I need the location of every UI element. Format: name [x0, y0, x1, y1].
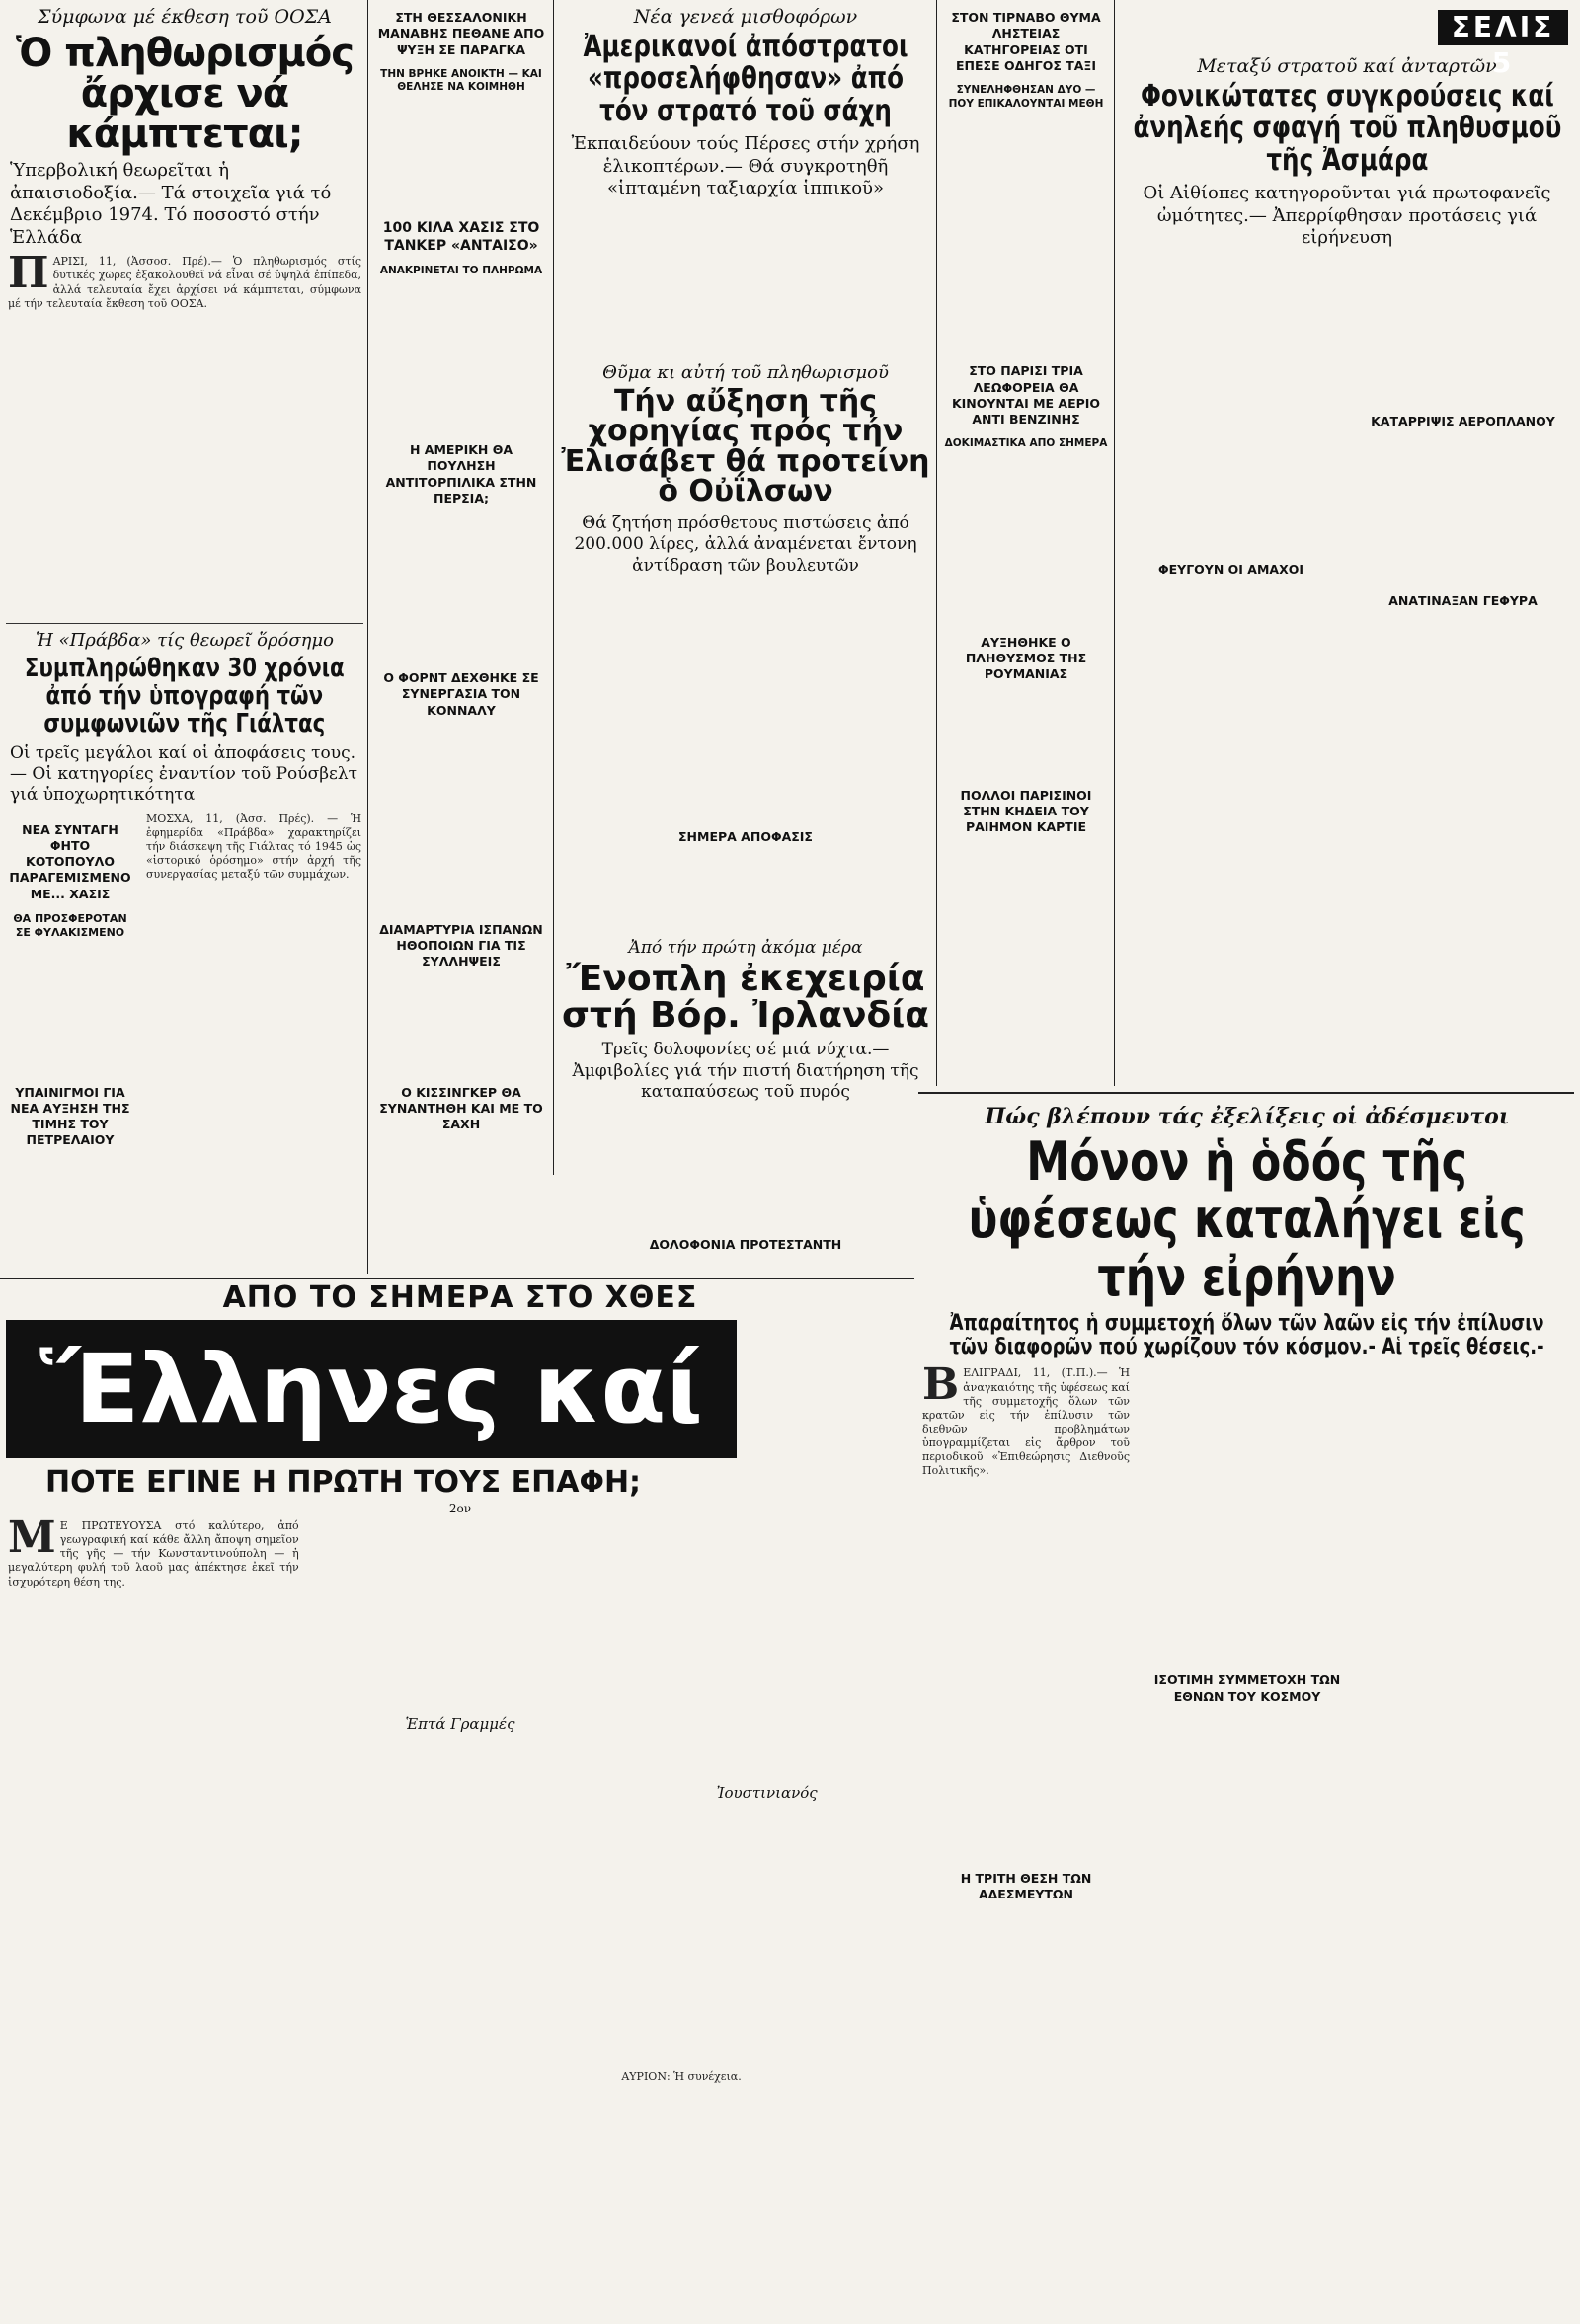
asmara-body-4 — [1354, 435, 1572, 583]
cartier-headline: ΠΟΛΛΟΙ ΠΑΡΙΣΙΝΟΙ ΣΤΗΝ ΚΗΔΕΙΑ ΤΟΥ ΡΑΙΗΜΟΝ ΚΑΡΤΙΕ — [960, 787, 1092, 835]
ireland-kicker: Ἀπό τήν πρώτη ἀκόμα μέρα — [628, 938, 863, 959]
hashish-chicken-subhead: ΘΑ ΠΡΟΣΦΕΡΟΤΑΝ ΣΕ ΦΥΛΑΚΙΣΜΕΝΟ — [13, 911, 127, 940]
oil-price-headline: ΥΠΑΙΝΙΓΜΟΙ ΓΙΑ ΝΕΑ ΑΥΞΗΣΗ ΤΗΣ ΤΙΜΗΣ ΤΟΥ ΠΕΤΡΕΛΑΙΟΥ — [10, 1084, 130, 1148]
greeks-turks-band: ΑΠΟ ΤΟ ΣΗΜΕΡΑ ΣΤΟ ΧΘΕΣ — [222, 1280, 698, 1315]
asmara-headline: Φονικώτατες συγκρούσεις καί ἀνηλεής σφαγή τοῦ πληθυσμοῦ τῆς Ἀσμάρα — [1133, 79, 1561, 178]
column-oecd — [6, 0, 363, 1370]
tirnavos-headline: ΣΤΟΝ ΤΙΡΝΑΒΟ ΘΥΜΑ ΛΗΣΤΕΙΑΣ ΚΑΤΗΓΟΡΕΙΑΣ ΟΤΙ ΕΠΕΣΕ ΟΔΗΓΟΣ ΤΑΞΙ — [951, 10, 1101, 73]
kissinger-body — [375, 1138, 547, 1247]
queen-kicker: Θῦμα κι αὐτή τοῦ πληθωρισμοῦ — [602, 361, 889, 383]
persia-torpedoes-body — [375, 512, 547, 660]
greeks-turks-body-4 — [621, 1519, 912, 1776]
column-rule — [553, 0, 554, 1175]
greeks-turks-body — [8, 1597, 299, 2150]
greeks-turks-body-3 — [315, 1737, 606, 2112]
yalta-headline: Συμπληρώθηκαν 30 χρόνια ἀπό τήν ὑπογραφή τῶν συμφωνιῶν τῆς Γιάλτας — [25, 653, 345, 738]
nonaligned-lead: ΒΕΛΙΓΡΑΔΙ, 11, (Τ.Π.).— Ἡ ἀναγκαιότης τῆς ὑφέσεως καί τῆς συμμετοχῆς ὅλων τῶν κρατῶν εἰς τήν ἐπίλυσιν τῶν διεθνῶν προβλημάτων ὑπογραμμίζεται εἰς ἄρθρον τοῦ περιοδικοῦ «Ἐπιθεώρησις Διεθνοῦς Πολιτικῆς». — [922, 1359, 1130, 1477]
kissinger-headline: Ο ΚΙΣΣΙΝΓΚΕΡ ΘΑ ΣΥΝΑΝΤΗΘΗ ΚΑΙ ΜΕ ΤΟ ΣΑΧΗ — [379, 1084, 543, 1132]
section-rule — [918, 1092, 1574, 1094]
column-mercenaries — [559, 0, 932, 1306]
spanish-actors-body — [375, 976, 547, 1075]
asmara-subhead-plane: ΚΑΤΑΡΡΙΨΙΣ ΑΕΡΟΠΛΑΝΟΥ — [1371, 413, 1555, 428]
thessaloniki-subhead: ΤΗΝ ΒΡΗΚΕ ΑΝΟΙΚΤΗ — ΚΑΙ ΘΕΛΗΣΕ ΝΑ ΚΟΙΜΗΘΗ — [380, 67, 542, 94]
asmara-body-2 — [1122, 583, 1340, 781]
queen-body — [561, 582, 930, 819]
mercenaries-headline: Ἀμερικανοί ἀπόστρατοι «προσελήφθησαν» ἀπό τόν στρατό τοῦ σάχη — [583, 30, 908, 128]
queen-subhead: ΣΗΜΕΡΑ ΑΠΟΦΑΣΙΣ — [678, 828, 813, 844]
oecd-deck: Ὑπερβολική θεωρεῖται ἡ ἀπαισιοδοξία.— Τά στοιχεῖα γιά τό Δεκέμβριο 1974. Τό ποσοστό στήν Ἑλλάδα — [10, 160, 332, 248]
greeks-turks-subhead-1: Ἑπτά Γραμμές — [405, 1715, 515, 1734]
feature-greeks-turks — [6, 1280, 914, 2158]
column-rule — [936, 0, 937, 1086]
section-rule — [0, 1278, 914, 1279]
asmara-kicker: Μεταξύ στρατοῦ καί ἀνταρτῶν — [1197, 55, 1497, 77]
paris-buses-subhead: ΔΟΚΙΜΑΣΤΙΚΑ ΑΠΟ ΣΗΜΕΡΑ — [944, 437, 1108, 450]
queen-deck: Θά ζητήση πρόσθετους πιστώσεις ἀπό 200.000 λίρες, ἀλλά ἀναμένεται ἔντονη ἀντίδραση τῶν βουλευτῶν — [574, 513, 917, 576]
greeks-turks-lead: ΜΕ ΠΡΩΤΕΥΟΥΣΑ στό καλύτερο, ἀπό γεωγραφική καί κάθε ἄλλη ἄποψη σημεῖον τῆς γῆς — τήν Κωνσταντινούπολη — ἡ μεγαλύτερη φυλή τοῦ λαοῦ μας ἀπέκτησε ἐκεῖ τήν ἰσχυρότερη θέση της. — [8, 1512, 299, 1588]
tirnavos-body — [944, 116, 1108, 353]
nonaligned-body-4 — [1144, 1711, 1351, 2007]
nonaligned-deck: Ἀπαραίτητος ἡ συμμετοχή ὅλων τῶν λαῶν εἰς τήν ἐπίλυσιν τῶν διαφορῶν πού χωρίζουν τόν κόσμον.- Αἱ τρεῖς θέσεις.- — [949, 1310, 1545, 1359]
ireland-subhead: ΔΟΛΟΦΟΝΙΑ ΠΡΟΤΕΣΤΑΝΤΗ — [649, 1237, 842, 1253]
asmara-body — [1122, 256, 1340, 552]
column-briefs — [373, 0, 549, 1255]
ford-connally-body — [375, 725, 547, 912]
paris-buses-headline: ΣΤΟ ΠΑΡΙΣΙ ΤΡΙΑ ΛΕΩΦΟΡΕΙΑ ΘΑ ΚΙΝΟΥΝΤΑΙ ΜΕ ΑΕΡΙΟ ΑΝΤΙ ΒΕΝΖΙΝΗΣ — [951, 363, 1101, 427]
asmara-deck: Οἱ Αἰθίοπες κατηγοροῦνται γιά πρωτοφανεῖς ὠμότητες.— Ἀπερρίφθησαν προτάσεις γιά εἰρήνευση — [1143, 183, 1551, 249]
greeks-turks-subhead-2: Ἰουστινιανός — [716, 1784, 818, 1803]
mercenaries-kicker: Νέα γενεά μισθοφόρων — [633, 6, 858, 28]
mercenaries-body — [561, 206, 930, 354]
oecd-kicker: Σύμφωνα μέ έκθεση τοῦ ΟΟΣΑ — [38, 6, 332, 28]
ireland-headline: Ἔνοπλη ἐκεχειρία στή Βόρ. Ἰρλανδία — [561, 959, 930, 1036]
greeks-turks-title: Ἕλληνες καί — [6, 1320, 737, 1458]
oecd-headline: Ὁ πληθωρισμός ἄρχισε νά κάμπτεται; — [16, 31, 354, 157]
column-asmara — [1120, 49, 1574, 801]
ireland-deck: Τρεῖς δολοφονίες σέ μιά νύχτα.— Ἀμφιβολίες γιά τήν πιστή διατήρηση τῆς καταπαύσεως τοῦ πυρός — [572, 1040, 919, 1102]
nonaligned-headline: Μόνον ἡ ὁδός τῆς ὑφέσεως καταλήγει εἰς τήν εἰρήνην — [968, 1130, 1527, 1308]
ford-connally-headline: Ο ΦΟΡΝΤ ΔΕΧΘΗΚΕ ΣΕ ΣΥΝΕΡΓΑΣΙΑ ΤΟΝ ΚΟΝΝΑΛΥ — [383, 670, 539, 718]
feature-nonaligned — [920, 1098, 1574, 2085]
romania-body — [944, 689, 1108, 778]
nonaligned-subhead-3: Η ΤΡΙΤΗ ΘΕΣΗ ΤΩΝ ΑΔΕΣΜΕΥΤΩΝ — [960, 1871, 1092, 1902]
divider — [6, 623, 363, 624]
paris-buses-body — [944, 457, 1108, 625]
oecd-body-columns — [8, 319, 361, 615]
tirnavos-subhead: ΣΥΝΕΛΗΦΘΗΣΑΝ ΔΥΟ — ΠΟΥ ΕΠΙΚΑΛΟΥΝΤΑΙ ΜΕΘΗ — [948, 84, 1104, 110]
thessaloniki-headline: ΣΤΗ ΘΕΣΣΑΛΟΝΙΚΗ ΜΑΝΑΒΗΣ ΠΕΘΑΝΕ ΑΠΟ ΨΥΞΗ ΣΕ ΠΑΡΑΓΚΑ — [377, 10, 545, 57]
greeks-turks-body-5 — [621, 1806, 912, 2062]
asmara-body-3 — [1354, 256, 1572, 404]
hashish-chicken-headline: ΝΕΑ ΣΥΝΤΑΓΗ ΦΗΤΟ ΚΟΤΟΠΟΥΛΟ ΠΑΡΑΓΕΜΙΣΜΕΝΟ ΜΕ... ΧΑΣΙΣ — [9, 821, 131, 901]
queen-body-2 — [561, 851, 930, 930]
ireland-body — [561, 1109, 930, 1227]
asmara-subhead-bridge: ΑΝΑΤΙΝΑΞΑΝ ΓΕΦΥΡΑ — [1388, 592, 1538, 608]
nonaligned-kicker: Πώς βλέπουν τάς ἐξελίξεις οἱ ἀδέσμευτοι — [985, 1104, 1510, 1129]
yalta-body — [146, 890, 361, 1265]
hashish-chicken-body — [8, 947, 132, 1075]
cartier-body — [944, 841, 1108, 950]
oecd-lead: ΠΑΡΙΣΙ, 11, (Ἀσσοσ. Πρέ).— Ὁ πληθωρισμός στίς δυτικές χῶρες ἐξακολουθεῖ νά εἶναι σέ ὑψηλά ἐπίπεδα, ἀλλά τελευταία ἔχει ἀρχίσει νά κάμπτεται, σύμφωνα μέ τήν τελευταία ἔκθεση τοῦ ΟΟΣΑ. — [8, 248, 361, 310]
romania-headline: ΑΥΞΗΘΗΚΕ Ο ΠΛΗΘΥΣΜΟΣ ΤΗΣ ΡΟΥΜΑΝΙΑΣ — [965, 634, 1087, 682]
spanish-actors-headline: ΔΙΑΜΑΡΤΥΡΙΑ ΙΣΠΑΝΩΝ ΗΘΟΠΟΙΩΝ ΓΙΑ ΤΙΣ ΣΥΛΛΗΨΕΙΣ — [379, 921, 543, 969]
mercenaries-deck: Ἐκπαιδεύουν τούς Πέρσες στήν χρήση ἑλικοπτέρων.— Θά συγκροτηθῆ «ἱπταμένη ταξιαρχία ἱππικοῦ» — [571, 133, 920, 199]
nonaligned-subhead-1: ΙΣΟΤΙΜΗ ΣΥΜΜΕΤΟΧΗ ΤΩΝ ΕΘΝΩΝ ΤΟΥ ΚΟΣΜΟΥ — [1153, 1672, 1341, 1704]
greeks-turks-body-2 — [315, 1519, 606, 1707]
tanker-headline: 100 ΚΙΛΑ ΧΑΣΙΣ ΣΤΟ ΤΑΝΚΕΡ «ΑΝΤΑΙΣΟ» — [382, 220, 540, 255]
thessaloniki-body — [375, 101, 547, 209]
queen-headline: Τήν αὔξηση τῆς χορηγίας πρός τήν Ἐλισάβετ θά προτείνη ὁ Οὐΐλσων — [561, 383, 930, 509]
yalta-kicker: Ἡ «Πράβδα» τίς θεωρεῖ ὅρόσημο — [35, 629, 335, 651]
persia-torpedoes-headline: Η ΑΜΕΡΙΚΗ ΘΑ ΠΟΥΛΗΣΗ ΑΝΤΙΤΟΡΠΙΛΙΚΑ ΣΤΗΝ ΠΕΡΣΙΑ; — [385, 442, 537, 505]
nonaligned-body-5 — [1365, 1366, 1572, 2077]
nonaligned-body — [922, 1486, 1130, 1861]
column-rule — [367, 0, 368, 1274]
yalta-deck: Οἱ τρεῖς μεγάλοι καί οἱ ἀποφάσεις τους.— Οἱ κατηγορίες ἐναντίον τοῦ Ρούσβελτ γιά ὑποχωρητικότητα — [10, 742, 358, 806]
tanker-body — [375, 284, 547, 432]
greeks-turks-ending: ΑΥΡΙΟΝ: Ἡ συνέχεια. — [621, 2070, 742, 2084]
nonaligned-body-2 — [1144, 1366, 1351, 1663]
tanker-subhead: ΑΝΑΚΡΙΝΕΤΑΙ ΤΟ ΠΛΗΡΩΜΑ — [379, 265, 543, 277]
asmara-subhead-civilians: ΦΕΥΓΟΥΝ ΟΙ ΑΜΑΧΟΙ — [1157, 561, 1304, 577]
asmara-body-5 — [1354, 615, 1572, 793]
greeks-turks-subtitle: ΠΟΤΕ ΕΓΙΝΕ Η ΠΡΩΤΗ ΤΟΥΣ ΕΠΑΦΗ; — [45, 1464, 642, 1500]
page-number-label: ΣΕΛΙΣ 5 — [1438, 10, 1568, 45]
greeks-turks-part: 2ον — [448, 1502, 472, 1516]
column-briefs-2 — [942, 0, 1110, 958]
nonaligned-body-3 — [922, 1909, 1130, 2057]
yalta-lead: ΜΟΣΧΑ, 11, (Ἀσσ. Πρές). — Ἡ ἐφημερίδα «Πράβδα» χαρακτηρίζει τήν διάσκεψη τῆς Γιάλτας τό 1945 ὡς «ἱστορικό ὁρόσημο» στήν ἀρχή τῆς συνεργασίας μεταξύ τῶν συμμάχων. — [146, 812, 361, 881]
column-rule — [1114, 0, 1115, 1086]
